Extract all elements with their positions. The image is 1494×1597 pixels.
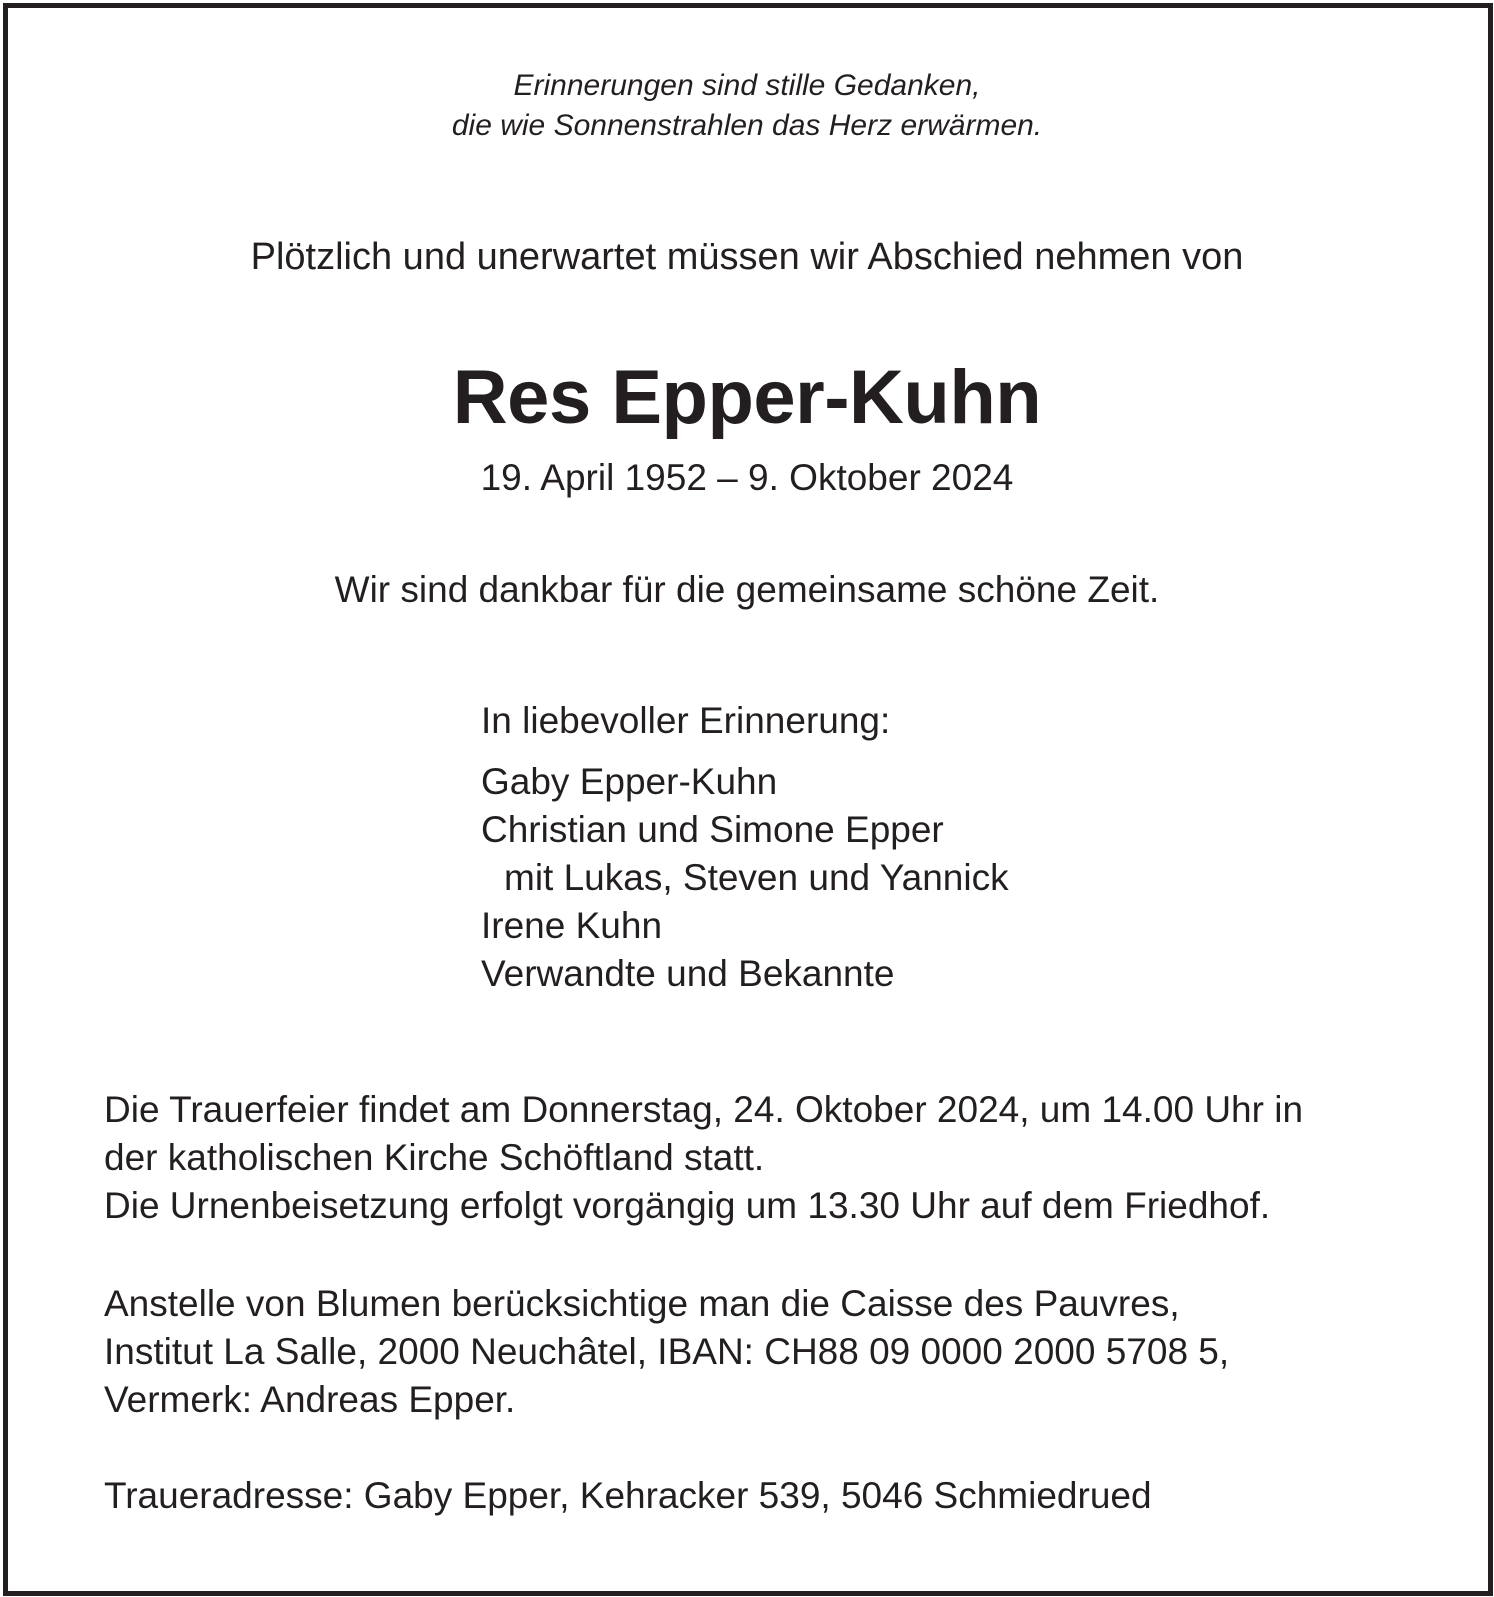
donation-line-1: Anstelle von Blumen berücksichtige man die Caisse des Pauvres, [104,1283,1180,1324]
quote-line-1: Erinnerungen sind stille Gedanken, [513,69,981,102]
mourner-name: Irene Kuhn [481,905,663,946]
mourners-heading: In liebevoller Erinnerung: [481,700,891,741]
intro-text: Plötzlich und unerwartet müssen wir Abschied nehmen von [250,236,1244,278]
life-dates: 19. April 1952 – 9. Oktober 2024 [480,457,1014,498]
mourner-name: Christian und Simone Epper [481,809,944,850]
deceased-name: Res Epper-Kuhn [452,355,1042,440]
gratitude-text: Wir sind dankbar für die gemeinsame schöne Zeit. [334,569,1160,610]
mourning-address: Traueradresse: Gaby Epper, Kehracker 539, 5046 Schmiedrued [104,1475,1152,1516]
quote-line-2: die wie Sonnenstrahlen das Herz erwärmen. [451,109,1043,142]
mourner-name: Verwandte und Bekannte [481,953,895,994]
mourner-name: mit Lukas, Steven und Yannick [504,857,1009,898]
ceremony-line-3: Die Urnenbeisetzung erfolgt vorgängig um 13.30 Uhr auf dem Friedhof. [104,1185,1271,1226]
ceremony-line-1: Die Trauerfeier findet am Donnerstag, 24. Oktober 2024, um 14.00 Uhr in [104,1089,1304,1130]
donation-line-2: Institut La Salle, 2000 Neuchâtel, IBAN: CH88 09 0000 2000 5708 5, [104,1331,1230,1372]
ceremony-line-2: der katholischen Kirche Schöftland statt. [104,1137,765,1178]
donation-line-3: Vermerk: Andreas Epper. [104,1379,516,1420]
mourner-name: Gaby Epper-Kuhn [481,761,778,802]
